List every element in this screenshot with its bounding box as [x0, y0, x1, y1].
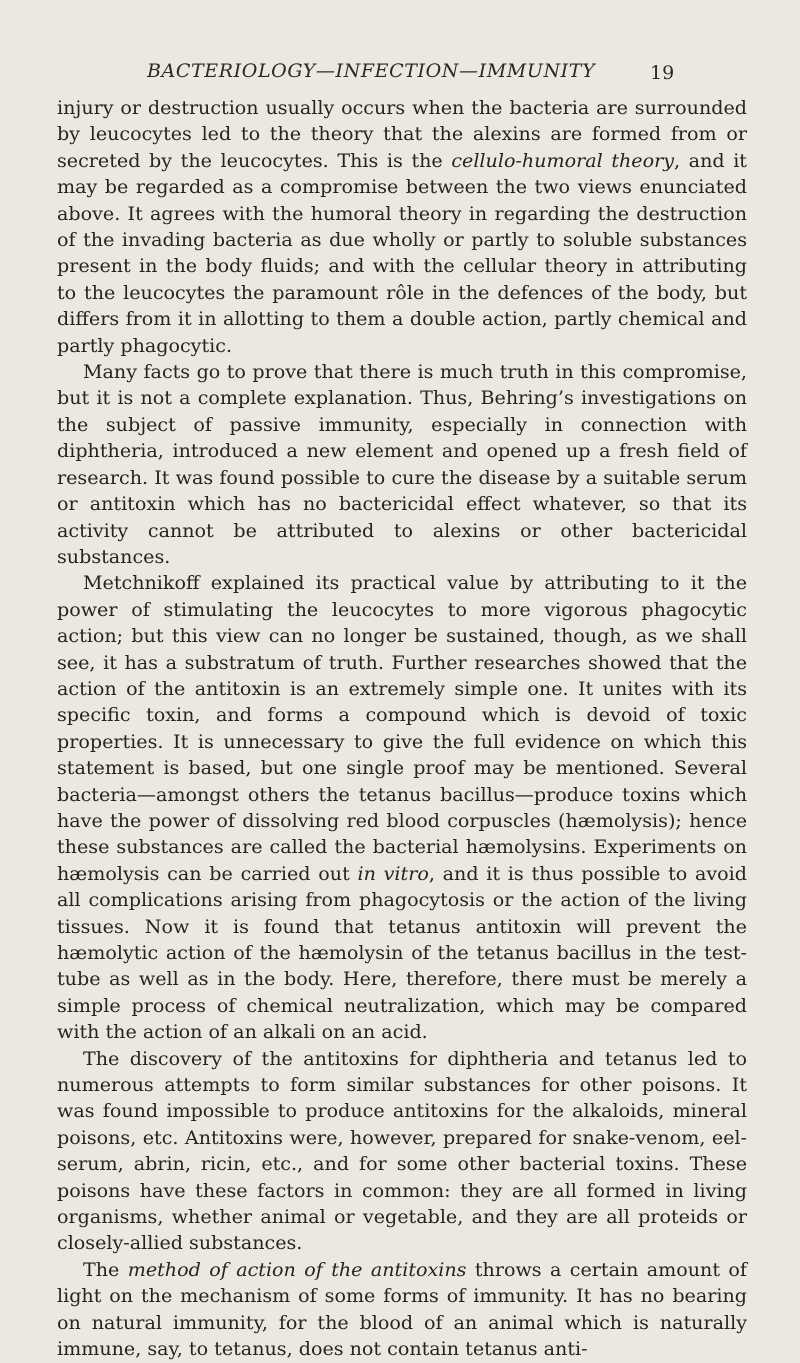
text-run: , and it may be regarded as a compromise between the two views enunciated above. It agrees with the humoral theory in regarding the destruction of the invading bacteria as due wholly or partly to soluble substances present in the body fluids; and with the cellular theory in attributing to the leucocytes the paramount rôle in the defences of the body, but differs from it in allotting to them a double action, partly chemical and partly phagocytic.: [57, 148, 747, 357]
text-run: The: [83, 1257, 128, 1281]
paragraph-5: [57, 1257, 747, 1363]
paragraph-4: [57, 1046, 747, 1257]
page-number: 19: [650, 62, 675, 84]
text-run: Metchnikoff explained its practical value by attributing to it the power of stimulating the leucocytes to more vigorous phagocytic action; but this view can no longer be sustained, though, as we shall see, it has a substratum of truth. Further researches showed that the action of the antitoxin is an extremely simple one. It unites with its specific toxin, and forms a compound which is devoid of toxic properties. It is unnecessary to give the full evidence on which this statement is based, but one single proof may be mentioned. Several bacteria—amongst others the tetanus bacillus—produce toxins which have the power of dissolving red blood corpuscles (hæmolysis); hence these substances are called the bacterial hæmolysins. Experiments on hæmolysis can be carried out: [57, 571, 747, 885]
text-run: Many facts go to prove that there is much truth in this compromise, but it is not a complete explanation. Thus, Behring’s investigations on the subject of passive immunity, especially in connection with diphtheria, introduced a new element and opened up a fresh field of research. It was found possible to cure the disease by a suitable serum or antitoxin which has no bactericidal effect whatever, so that its activity cannot be attributed to alexins or other bactericidal substances.: [57, 360, 747, 568]
text-run: injury or destruction usually occurs when the bacteria are surrounded by leucocytes led to the theory that the alexins are formed from or secreted by the leucocytes. This is the: [57, 96, 747, 172]
paragraph-3: [57, 570, 747, 1045]
text-run: , and it is thus possible to avoid all complications arising from phagocytosis or the action of the living tissues. Now it is found that tetanus antitoxin will prevent the hæmolytic action of the hæmolysin of the tetanus bacillus in the test-tube as well as in the body. Here, therefore, there must be merely a simple process of chemical neutralization, which may be compared with the action of an alkali on an acid.: [57, 861, 747, 1044]
text-run: throws a certain amount of light on the mechanism of some forms of immunity. It has no bearing on natural immunity, for the blood of an animal which is naturally immune, say, to tetanus, does not contain tetanus anti-: [57, 1257, 747, 1361]
paragraph-1: [57, 95, 747, 359]
text-run: The discovery of the antitoxins for diphtheria and tetanus led to numerous attempts to form similar substances for other poisons. It was found impossible to produce antitoxins for the alkaloids, mineral poisons, etc. Antitoxins were, however, prepared for snake-venom, eel-serum, abrin, ricin, etc., and for some other bacterial toxins. These poisons have these factors in common: they are all formed in living organisms, whether animal or vegetable, and they are all proteids or closely-allied substances.: [57, 1046, 747, 1255]
term-in-vitro: in vitro: [357, 861, 429, 885]
running-head: [0, 60, 800, 90]
body-text: [57, 95, 747, 1363]
running-title: BACTERIOLOGY—INFECTION—IMMUNITY: [147, 60, 596, 82]
paragraph-2: [57, 359, 747, 570]
term-method-of-action: method of action of the antitoxins: [127, 1257, 467, 1281]
term-cellulo-humoral-theory: cellulo-humoral theory: [451, 148, 674, 172]
